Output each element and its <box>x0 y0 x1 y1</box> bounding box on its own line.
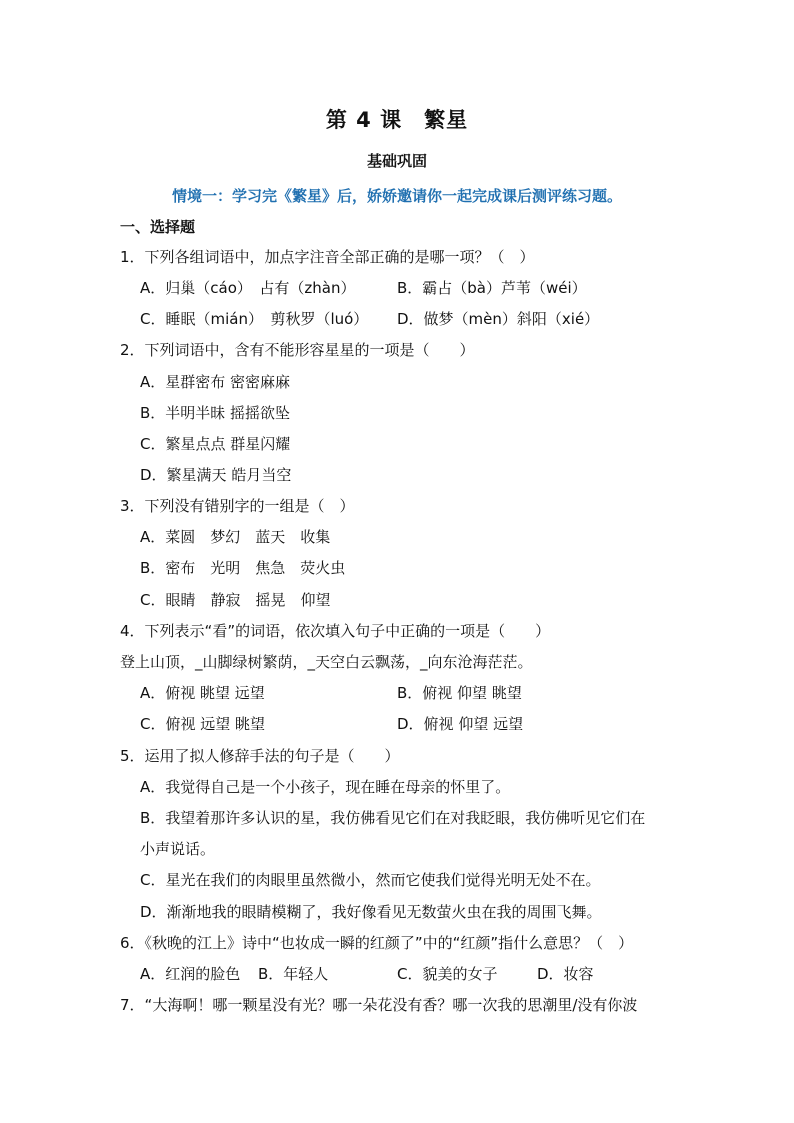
section-heading: 一、选择题 <box>120 218 196 236</box>
question-2-option-b: B．半明半昧 摇摇欲坠 <box>140 404 291 422</box>
question-5-stem: 5．运用了拟人修辞手法的句子是（ ） <box>120 747 400 765</box>
question-1-option-b: B．霸占（bà）芦苇（wéi） <box>397 279 587 297</box>
question-3-option-b: B．密布 光明 焦急 荧火虫 <box>140 559 346 577</box>
question-4-option-b: B．俯视 仰望 眺望 <box>397 684 522 702</box>
context-prompt: 情境一：学习完《繁星》后，娇娇邀请你一起完成课后测评练习题。 <box>171 187 622 205</box>
question-5-option-a: A．我觉得自己是一个小孩子，现在睡在母亲的怀里了。 <box>140 778 511 796</box>
question-6-option-d: D．妆容 <box>537 965 594 983</box>
question-4-stem: 4．下列表示“看”的词语，依次填入句子中正确的一项是（ ） <box>120 622 551 640</box>
question-4-option-c: C．俯视 远望 眺望 <box>140 715 266 733</box>
question-4-option-a: A．俯视 眺望 远望 <box>140 684 265 702</box>
question-1-option-c: C．睡眠（mián） 剪秋罗（luó） <box>140 310 369 328</box>
question-1-option-a: A．归巢（cáo） 占有（zhàn） <box>140 279 356 297</box>
question-6-option-b: B．年轻人 <box>258 965 329 983</box>
question-2-option-d: D．繁星满天 皓月当空 <box>140 466 292 484</box>
question-6-option-a: A．红润的脸色 <box>140 965 241 983</box>
question-5-option-b-line2: 小声说话。 <box>140 840 216 858</box>
question-3-option-a: A．菜圆 梦幻 蓝天 收集 <box>140 528 331 546</box>
question-2-option-c: C．繁星点点 群星闪耀 <box>140 435 291 453</box>
question-6-stem: 6．《秋晚的江上》诗中“也妆成一瞬的红颜了”中的“红颜”指什么意思？（ ） <box>120 934 634 952</box>
question-4-sentence: 登上山顶，_山脚绿树繁荫，_天空白云飘荡，_向东沧海茫茫。 <box>120 653 533 671</box>
lesson-title: 第 4 课 繁星 <box>325 108 469 132</box>
question-7-stem: 7．“大海啊！哪一颗星没有光？哪一朵花没有香？哪一次我的思潮里/没有你波 <box>120 996 638 1014</box>
question-2-option-a: A．星群密布 密密麻麻 <box>140 373 291 391</box>
section-subtitle: 基础巩固 <box>366 152 427 170</box>
question-5-option-c: C．星光在我们的肉眼里虽然微小，然而它使我们觉得光明无处不在。 <box>140 871 601 889</box>
question-1-stem: 1．下列各组词语中，加点字注音全部正确的是哪一项？（ ） <box>120 248 535 266</box>
question-3-stem: 3．下列没有错别字的一组是（ ） <box>120 497 355 515</box>
question-5-option-d: D．渐渐地我的眼睛模糊了，我好像看见无数萤火虫在我的周围飞舞。 <box>140 903 602 921</box>
question-2-stem: 2．下列词语中，含有不能形容星星的一项是（ ） <box>120 341 475 359</box>
question-6-option-c: C．貌美的女子 <box>397 965 498 983</box>
question-1-option-d: D．做梦（mèn）斜阳（xié） <box>397 310 600 328</box>
question-5-option-b-line1: B．我望着那许多认识的星，我仿佛看见它们在对我眨眼，我仿佛听见它们在 <box>140 809 646 827</box>
question-4-option-d: D．俯视 仰望 远望 <box>397 715 524 733</box>
question-3-option-c: C．眼睛 静寂 摇晃 仰望 <box>140 591 331 609</box>
